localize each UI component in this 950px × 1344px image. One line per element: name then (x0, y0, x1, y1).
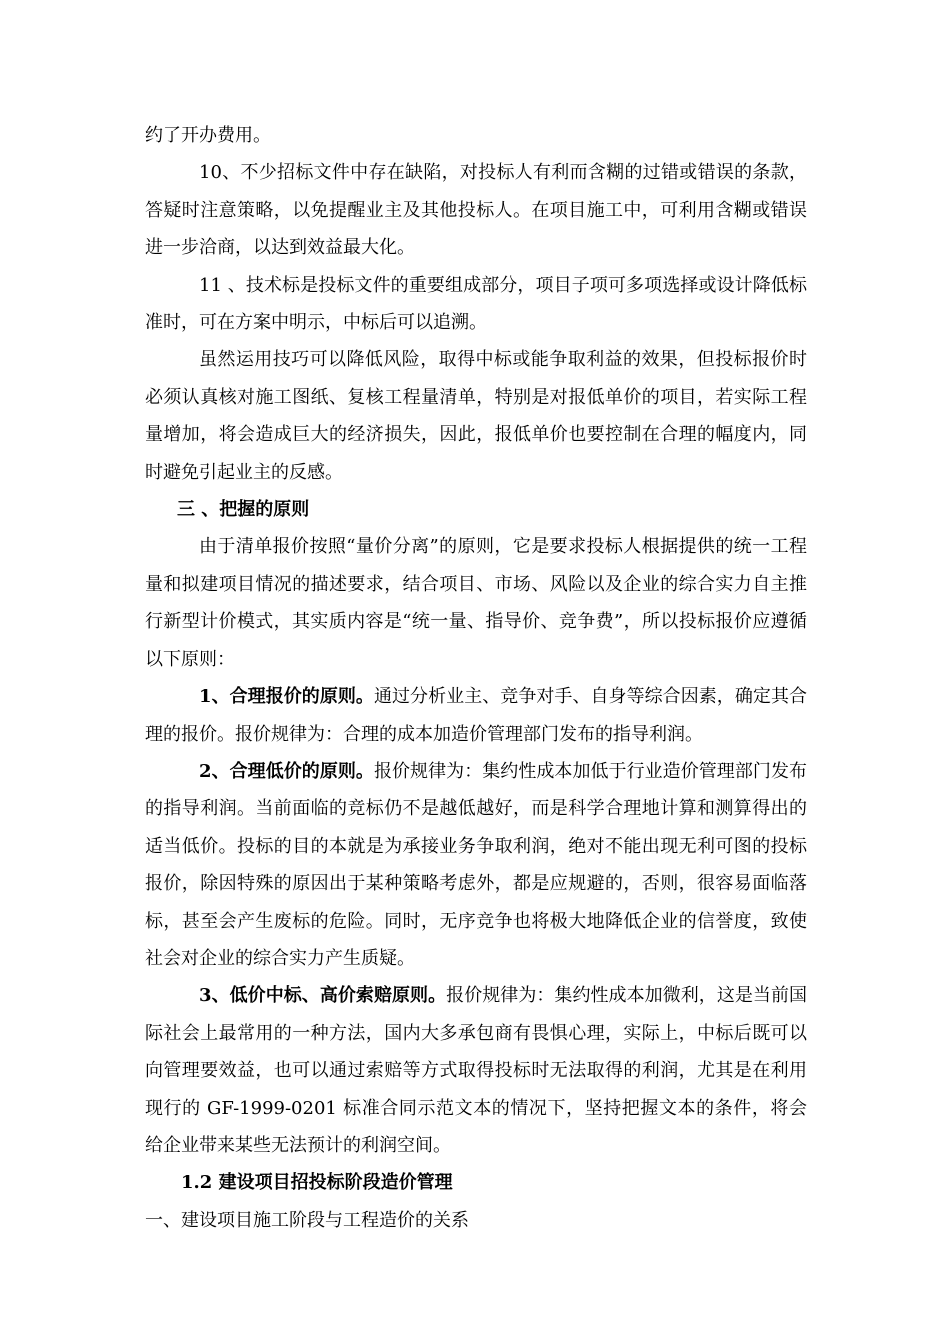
paragraph-summary: 虽然运用技巧可以降低风险，取得中标或能争取利益的效果，但投标报价时必须认真核对施工图纸、复核工程量清单，特别是对报低单价的项目，若实际工程量增加，将会造成巨大的经济损失，因此，报低单价也要控制在合理的幅度内，同时避免引起业主的反感。 (145, 349, 807, 483)
principle-3-title: 3、低价中标、高价索赔原则。 (199, 985, 447, 1007)
section-heading-1-2: 1.2 建设项目招投标阶段造价管理 (181, 1172, 453, 1194)
paragraph-principle-2 (145, 753, 807, 977)
paragraph-continuation: 约了开办费用。 (145, 125, 271, 146)
principle-3-text: 报价规律为：集约性成本加微利，这是当前国际社会上最常用的一种方法，国内大多承包商有畏惧心理，实际上，中标后既可以向管理要效益，也可以通过索赔等方式取得投标时无法取得的利润，尤其是在利用现行的 GF-1999-0201 标准合同示范文本的情况下，坚持把握文本的条件，将会给企业带来某些无法预计的利润空间。 (145, 985, 807, 1156)
principle-2-text: 报价规律为：集约性成本加低于行业造价管理部门发布的指导利润。当前面临的竞标仍不是越低越好，而是科学合理地计算和测算得出的适当低价。投标的目的本就是为承接业务争取利润，绝对不能出现无利可图的投标报价，除因特殊的原因出于某种策略考虑外，都是应规避的，否则，很容易面临落标，甚至会产生废标的危险。同时，无序竞争也将极大地降低企业的信誉度，致使社会对企业的综合实力产生质疑。 (145, 760, 807, 969)
principle-1-title: 1、合理报价的原则。 (199, 686, 374, 708)
paragraph-subsection-1: 一、建设项目施工阶段与工程造价的关系 (145, 1209, 469, 1231)
principle-1-text: 通过分析业主、竞争对手、自身等综合因素，确定其合理的报价。报价规律为：合理的成本加造价管理部门发布的指导利润。 (145, 686, 807, 745)
paragraph-principles-intro: 由于清单报价按照“量价分离”的原则，它是要求投标人根据提供的统一工程量和拟建项目情况的描述要求，结合项目、市场、风险以及企业的综合实力自主推行新型计价模式，其实质内容是“统一量、指导价、竞争费”，所以投标报价应遵循以下原则： (145, 536, 807, 670)
section-heading-principles: 三 、把握的原则 (177, 499, 310, 521)
document-body (145, 117, 807, 1239)
paragraph-item-11: 11 、技术标是投标文件的重要组成部分，项目子项可多项选择或设计降低标准时，可在方案中明示，中标后可以追溯。 (145, 274, 807, 334)
paragraph-principle-1 (145, 678, 807, 753)
paragraph-item-10: 10、不少招标文件中存在缺陷，对投标人有利而含糊的过错或错误的条款，答疑时注意策略，以免提醒业主及其他投标人。在项目施工中，可利用含糊或错误进一步洽商，以达到效益最大化。 (145, 162, 807, 259)
principle-2-title: 2、合理低价的原则。 (199, 760, 374, 782)
paragraph-principle-3 (145, 977, 807, 1164)
